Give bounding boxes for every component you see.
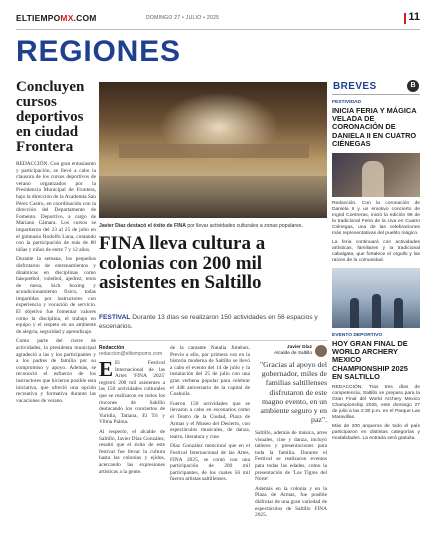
photo-caption-strong: Javier Díaz destacó el éxito de FINA bbox=[99, 223, 186, 229]
dek-text: Durante 13 días se realizaron 150 actividades en 56 espacios y escenarios. bbox=[99, 314, 318, 330]
sidebar-breves bbox=[332, 78, 420, 445]
avatar bbox=[315, 345, 327, 357]
brief-photo[interactable] bbox=[332, 268, 420, 328]
issue-date: DOMINGO 27 • JULIO • 2025 bbox=[146, 15, 220, 21]
brief-headline[interactable]: INICIA FERIA Y MÁGICA VELADA DE CORONACIÓN DE DANIELA II EN CUATRO CIÉNEGAS bbox=[332, 106, 417, 148]
drop-cap: E bbox=[99, 357, 114, 381]
article-paragraph: de la cantante Natalia Jiménez. Previo a ello, por primera vez en la historia moderna de Saltillo se llevó a cabo el evento del 14 de julio y la instalación del 25 de julio con una gran verbena popular para celebrar el 448 aniversario de la capital de Coahuila. bbox=[170, 345, 250, 398]
stage bbox=[119, 144, 309, 158]
masthead bbox=[16, 10, 420, 30]
photo-figure bbox=[350, 298, 359, 328]
article-column-1 bbox=[99, 357, 165, 478]
dek-label: FESTIVAL bbox=[99, 314, 131, 321]
photo-figure bbox=[362, 161, 384, 197]
photo-figure bbox=[372, 294, 381, 328]
photo-caption-rest: por llevar actividades culturales a zonas populares. bbox=[185, 223, 303, 229]
brief-paragraph: REDACCIÓN. Tras tres días de competencia, Saltillo se prepara para la Gran Final del World Archery Mexico Championship 2025, este domingo 27 de julio a las 2:30 p.m. en el Parque Las Maravillas. bbox=[332, 385, 420, 421]
brief-paragraph: La feria continuará con actividades artísticas, familiares y la tradicional cabalgata, que fortalece el orgullo y las raíces de la comunidad. bbox=[332, 240, 420, 264]
brief-paragraph: Redacción. Con la coronación de Daniela II y un emotivo concierto de Ingrid Contreras, inició la edición 98 de la tradicional Feria de la Uva en Cuatro Ciénegas, una de las celebraciones más representativas del pueblo mágico. bbox=[332, 201, 420, 237]
byline-name: Redacción bbox=[99, 345, 125, 351]
brand-logo[interactable] bbox=[16, 13, 97, 23]
left-story-body bbox=[16, 161, 96, 404]
byline bbox=[99, 345, 165, 357]
article-paragraph: Díaz González mencionó que en el Festival Internacional de las Artes, FINA 2025, se contó con una participación de 200 mil participantes, de los cuales 56 mil fueron artistas saltillenses. bbox=[170, 443, 250, 483]
breves-icon: B bbox=[407, 80, 419, 92]
article-paragraph-text: El Festival Internacional de las Artes 'FINA 2025' registró 200 mil asistentes a las 150 actividades culturales que se realizaron en todos los rincones de Saltillo destacando los conciertos de Yuridia, Tatiana, El Tri y Vilma Palma. bbox=[99, 360, 165, 426]
photo-caption bbox=[99, 223, 327, 229]
article-column-2 bbox=[170, 345, 250, 486]
brand-main: ELTIEMPO bbox=[16, 13, 61, 23]
brief-paragraph: Más de 200 arqueros de todo el país participaron en distintas categorías y modalidades. La entrada será gratuita. bbox=[332, 424, 420, 442]
article-paragraph: Saltillo, además de música, artes visuales, cine y danza, incluyó talleres y presentaciones para toda la familia. Durante el Festival se realizaron eventos para todas las edades, como la presentación de 'Los Tigres del Norte'. bbox=[255, 430, 327, 483]
page-number-bar bbox=[404, 13, 406, 24]
left-story-headline[interactable]: Concluyen cursos deportivos en ciudad Frontera bbox=[16, 79, 85, 155]
sidebar-header bbox=[332, 78, 420, 95]
photo-figure bbox=[394, 298, 403, 328]
quote-name: Javier Díaz bbox=[286, 345, 312, 350]
brief-headline[interactable]: HOY GRAN FINAL DE WORLD ARCHERY MEXICO CHAMPIONSHIP 2025 EN SALTILLO bbox=[332, 339, 408, 381]
main-headline[interactable]: FINA lleva cultura a colonias con 200 mil asistentes en Saltillo bbox=[99, 233, 266, 293]
page-number: 11 bbox=[408, 11, 420, 23]
brief-photo[interactable] bbox=[332, 153, 420, 197]
left-story-paragraph: REDACCIÓN. Con gran entusiasmo y participación, se llevó a cabo la clausura de los cursos deportivos de verano organizados por la Presidencia Municipal de Frontera, bajo la dirección de la Academia San Pérez Castro, en coordinación con la dirección del Departamento de Fomento. Deportivo, a cargo de Mariano Cámara. Los cursos se impartieron del 23 al 25 de julio en el gimnasio Rodolfo Luna, contando con la participación de más de 80 niñas y niños de entre 7 y 12 años. bbox=[16, 161, 96, 253]
article-paragraph bbox=[99, 357, 165, 426]
sidebar-title: BREVES bbox=[333, 81, 377, 92]
quote-attribution bbox=[255, 345, 315, 357]
article-paragraph: Fueron 150 actividades que se llevaron a cabo en escenarios como el Teatro de la Ciudad, Plaza de Armas y el Museo del Desierto, con espectáculos musicales, de danza, teatro, literatura y cine. bbox=[170, 400, 250, 440]
section-title: REGIONES bbox=[16, 35, 181, 68]
quote-header bbox=[255, 345, 327, 357]
pull-quote bbox=[255, 345, 327, 424]
article-paragraph: Al respecto, el alcalde de Saltillo, Javier Díaz González, resaltó que el éxito de este festival fue llevar la cultura hasta las colonias y ejidos, acercando las expresiones artísticas a la gente. bbox=[99, 428, 165, 475]
quote-text: "Gracias al apoyo del gobernador, miles de familias saltillenses disfrutaron de este magno evento, en un ambiente seguro y en paz". bbox=[259, 360, 327, 425]
crowd bbox=[99, 176, 327, 218]
main-dek bbox=[99, 314, 327, 331]
brand-suffix: .COM bbox=[73, 13, 97, 23]
article-paragraph: Además en la colonia y en la Plaza de Armas, fue posible disfrutar de una gran variedad de espectáculos de Saltillo FINA 2025. bbox=[255, 485, 327, 519]
left-story bbox=[16, 80, 96, 407]
brand-accent: MX bbox=[60, 13, 74, 23]
divider bbox=[99, 340, 327, 341]
brief-body bbox=[332, 201, 420, 264]
brief-body bbox=[332, 385, 420, 442]
main-photo[interactable] bbox=[99, 82, 327, 218]
quote-role: Alcalde de Saltillo bbox=[274, 350, 312, 356]
byline-email[interactable]: redaccion@eltiempomx.com bbox=[99, 351, 163, 358]
left-story-paragraph: Como parte del cierre de actividades, la presidenta municipal agradeció a las y los participantes y a los padres de familia por su compromiso y apoyo. Además, se reconoció el esfuerzo de los instructores que hicieron posible esta iniciativa, que ofreció una opción recreativa y formativa durante las vacaciones de verano. bbox=[16, 338, 96, 404]
brief-kicker: EVENTO DEPORTIVO bbox=[332, 333, 383, 339]
brief-kicker: FESTIVIDAD bbox=[332, 100, 362, 105]
article-column-3 bbox=[255, 430, 327, 522]
left-story-paragraph: Durante la semana, los pequeños disfrutaron de entrenamientos y dinámicas en disciplinas como básquetbol, voleibol, ajedrez, tenis de mesa, kick boxing y acondicionamiento físico, todas impartidas por instructores con experiencia y vocación de servicio. El objetivo fue fomentar valores como la disciplina, el trabajo en equipo y el respeto en un ambiente de alegría, seguridad y aprendizaje. bbox=[16, 256, 96, 335]
